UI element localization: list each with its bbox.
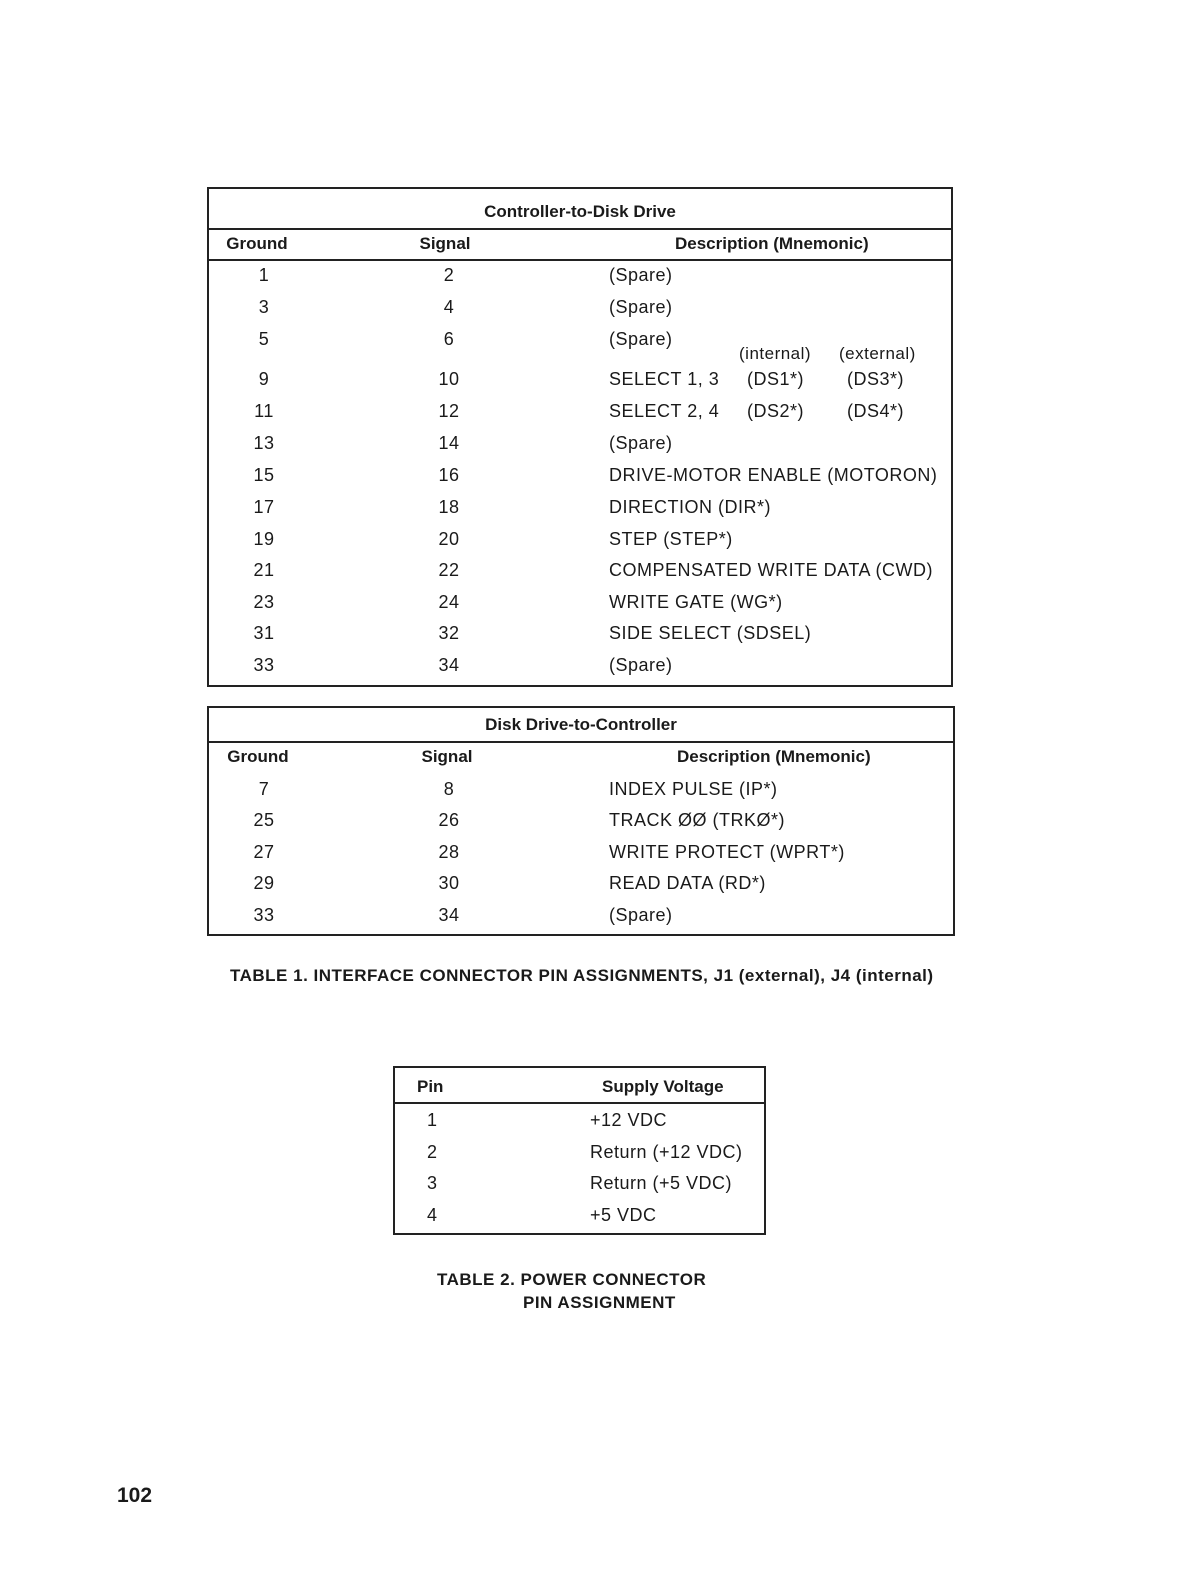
ground-pin: 25: [253, 810, 275, 830]
table-row: [209, 773, 953, 805]
signal-pin: 30: [438, 873, 460, 893]
signal-pin: 24: [438, 592, 460, 612]
signal-pin: 22: [438, 560, 460, 580]
ground-pin: 15: [253, 465, 275, 485]
table-row: [209, 586, 951, 618]
table2-power-connector: [393, 1066, 766, 1235]
section-title: Controller-to-Disk Drive: [209, 195, 951, 230]
description: (Spare): [609, 297, 673, 317]
column-headers: [395, 1071, 764, 1104]
description: WRITE PROTECT (WPRT*): [609, 842, 845, 862]
description: (Spare): [609, 329, 673, 349]
ground-pin: 31: [253, 623, 275, 643]
internal-label: (internal): [739, 344, 812, 363]
ground-pin: 17: [253, 497, 275, 517]
description: (Spare): [609, 433, 673, 453]
supply-voltage: +12 VDC: [590, 1110, 668, 1130]
description: DIRECTION (DIR*): [609, 497, 771, 517]
ground-pin: 5: [258, 329, 270, 349]
table-row: [395, 1167, 764, 1199]
description: STEP (STEP*): [609, 529, 733, 549]
description: SELECT 1, 3: [609, 369, 720, 389]
ground-pin: 11: [254, 401, 274, 421]
table-row: [209, 491, 951, 523]
table-row: [209, 899, 953, 931]
table-row: [209, 259, 951, 291]
description: SIDE SELECT (SDSEL): [609, 623, 812, 643]
supply-voltage: Return (+12 VDC): [590, 1142, 743, 1162]
table-row: [395, 1136, 764, 1168]
column-headers: [209, 228, 951, 261]
signal-pin: 2: [443, 265, 455, 285]
supply-voltage: Return (+5 VDC): [590, 1173, 733, 1193]
ground-pin: 23: [253, 592, 275, 612]
description: COMPENSATED WRITE DATA (CWD): [609, 560, 933, 580]
header-ground: Ground: [226, 234, 288, 253]
table1-drive-to-controller: [207, 706, 955, 936]
table-row: [209, 554, 951, 586]
table-row: [209, 804, 953, 836]
pin-number: 1: [427, 1110, 438, 1130]
ground-pin: 3: [258, 297, 270, 317]
description: DRIVE-MOTOR ENABLE (MOTORON): [609, 465, 938, 485]
header-signal: Signal: [421, 747, 473, 766]
table-row: [209, 363, 951, 395]
signal-pin: 4: [443, 297, 455, 317]
table-row: [395, 1199, 764, 1231]
table2-caption-line2: PIN ASSIGNMENT: [523, 1293, 676, 1312]
signal-pin: 34: [438, 655, 460, 675]
section-title: Disk Drive-to-Controller: [209, 708, 953, 743]
table-row: [209, 867, 953, 899]
description: READ DATA (RD*): [609, 873, 766, 893]
description: SELECT 2, 4: [609, 401, 720, 421]
signal-pin: 28: [438, 842, 460, 862]
ground-pin: 33: [253, 655, 275, 675]
ground-pin: 29: [253, 873, 275, 893]
supply-voltage: +5 VDC: [590, 1205, 657, 1225]
ground-pin: 27: [253, 842, 275, 862]
header-signal: Signal: [419, 234, 471, 253]
description: INDEX PULSE (IP*): [609, 779, 778, 799]
page-number: 102: [117, 1484, 153, 1507]
table-row: [209, 459, 951, 491]
table1-controller-to-drive: [207, 187, 953, 687]
signal-pin: 26: [438, 810, 460, 830]
ground-pin: 13: [253, 433, 275, 453]
internal-mnemonic: (DS1*): [747, 369, 805, 389]
table-row: [209, 427, 951, 459]
table-row: [209, 395, 951, 427]
signal-pin: 10: [438, 369, 460, 389]
signal-pin: 14: [438, 433, 460, 453]
column-headers: [209, 741, 953, 772]
header-description: Description (Mnemonic): [675, 234, 869, 253]
pin-number: 3: [427, 1173, 438, 1193]
description: (Spare): [609, 905, 673, 925]
signal-pin: 12: [438, 401, 460, 421]
signal-pin: 18: [438, 497, 460, 517]
external-mnemonic: (DS3*): [847, 369, 905, 389]
ground-pin: 7: [258, 779, 270, 799]
ground-pin: 33: [253, 905, 275, 925]
pin-number: 4: [427, 1205, 438, 1225]
header-pin: Pin: [417, 1077, 444, 1096]
external-label: (external): [839, 344, 916, 363]
table-row: [395, 1104, 764, 1136]
signal-pin: 32: [438, 623, 460, 643]
description: TRACK ØØ (TRKØ*): [609, 810, 786, 830]
signal-pin: 6: [443, 329, 455, 349]
header-supply-voltage: Supply Voltage: [602, 1077, 724, 1096]
table-row: [209, 836, 953, 868]
signal-pin: 8: [443, 779, 455, 799]
external-mnemonic: (DS4*): [847, 401, 905, 421]
description: (Spare): [609, 655, 673, 675]
ground-pin: 1: [258, 265, 270, 285]
header-ground: Ground: [227, 747, 289, 766]
description: WRITE GATE (WG*): [609, 592, 783, 612]
table-row: [209, 649, 951, 681]
ground-pin: 21: [253, 560, 275, 580]
internal-mnemonic: (DS2*): [747, 401, 805, 421]
table-row: [209, 291, 951, 323]
ground-pin: 19: [253, 529, 275, 549]
signal-pin: 20: [438, 529, 460, 549]
table-row: [209, 523, 951, 555]
header-description: Description (Mnemonic): [677, 747, 871, 766]
pin-number: 2: [427, 1142, 438, 1162]
ground-pin: 9: [258, 369, 270, 389]
table-row: [209, 617, 951, 649]
signal-pin: 16: [438, 465, 460, 485]
description: (Spare): [609, 265, 673, 285]
table2-caption-line1: TABLE 2. POWER CONNECTOR: [437, 1270, 707, 1289]
signal-pin: 34: [438, 905, 460, 925]
table1-caption: TABLE 1. INTERFACE CONNECTOR PIN ASSIGNMENTS, J1 (external), J4 (internal): [230, 966, 934, 985]
